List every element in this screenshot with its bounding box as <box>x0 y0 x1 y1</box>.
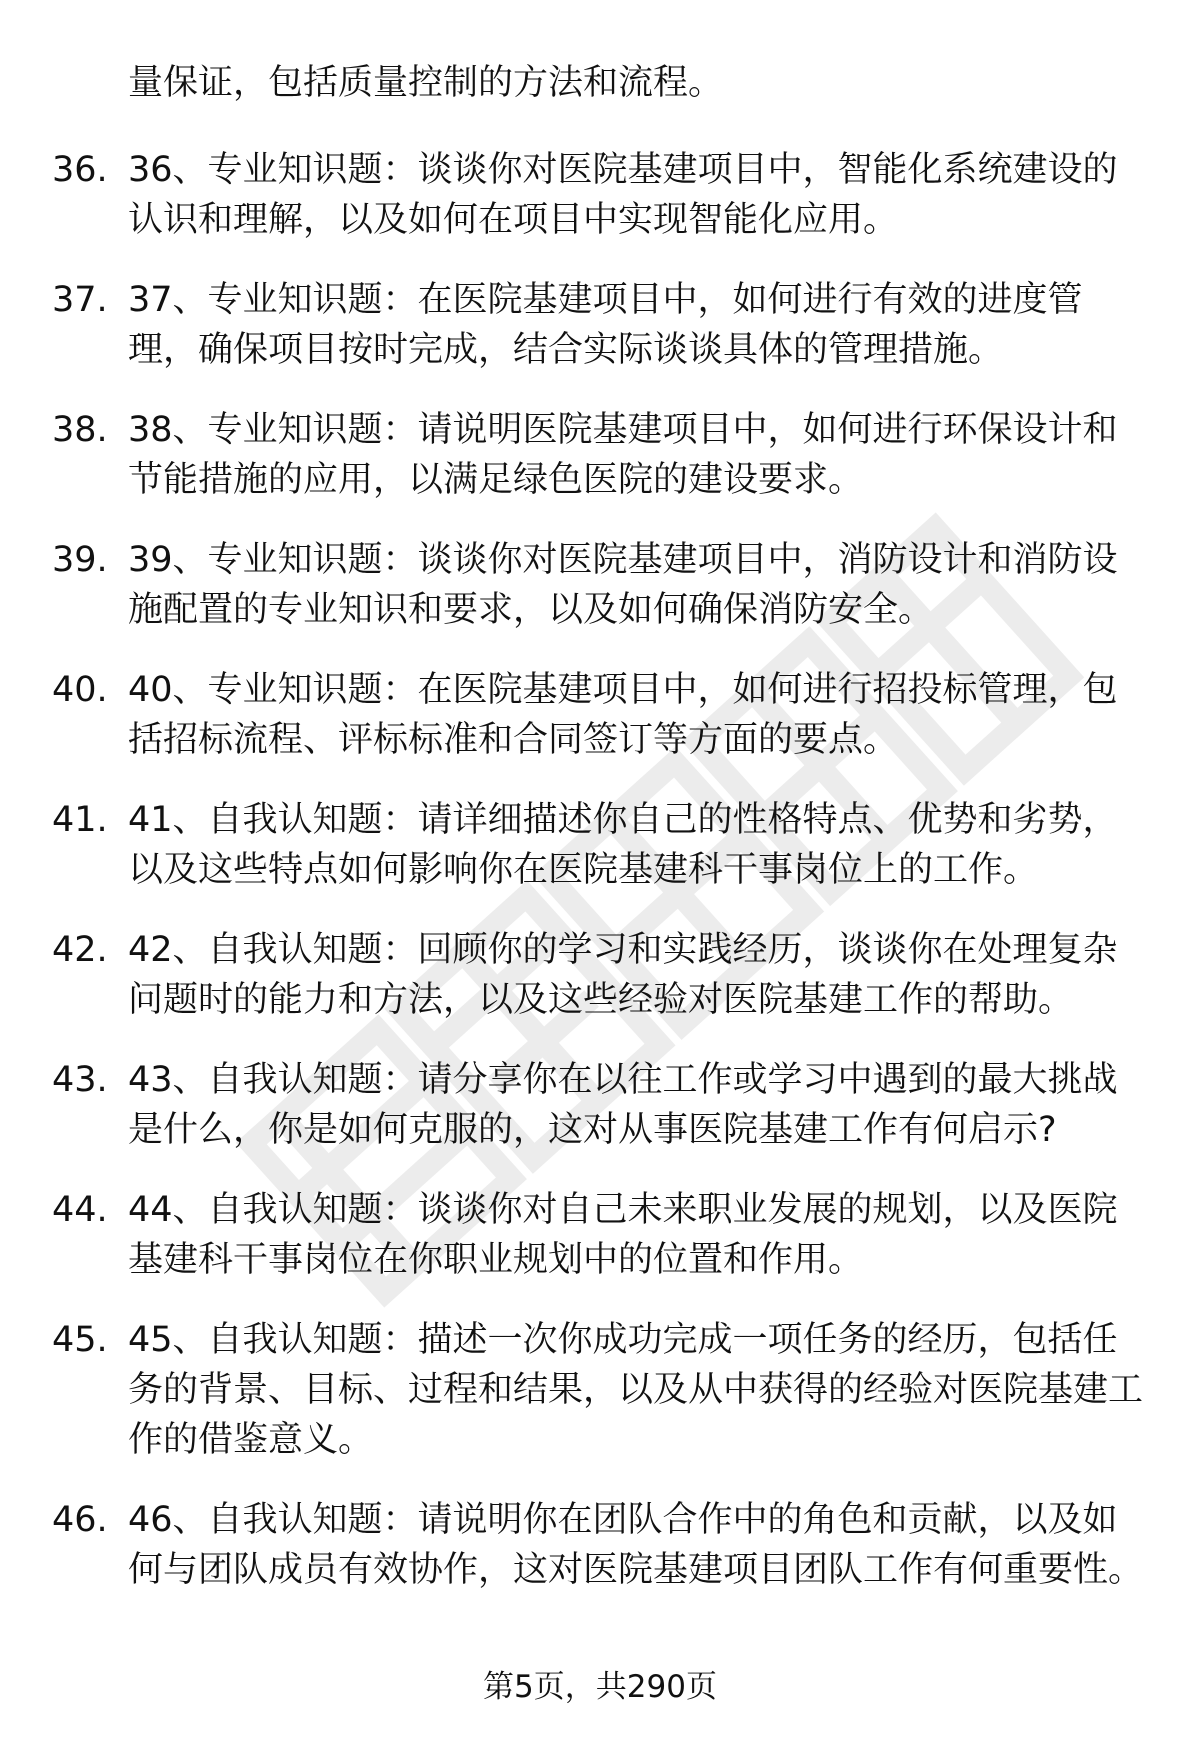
question-number: 38. <box>52 410 108 450</box>
question-text: 39、专业知识题：谈谈你对医院基建项目中，消防设计和消防设施配置的专业知识和要求，以及如何确保消防安全。 <box>128 540 1118 630</box>
question-text: 41、自我认知题：请详细描述你自己的性格特点、优势和劣势，以及这些特点如何影响你在医院基建科干事岗位上的工作。 <box>128 800 1118 890</box>
question-number: 37. <box>52 280 108 320</box>
list-item <box>0 405 1200 535</box>
question-number: 36. <box>52 150 108 190</box>
continued-question-text: 量保证，包括质量控制的方法和流程。 <box>128 63 724 103</box>
question-text: 44、自我认知题：谈谈你对自己未来职业发展的规划，以及医院基建科干事岗位在你职业规划中的位置和作用。 <box>128 1190 1118 1280</box>
question-number: 44. <box>52 1190 108 1230</box>
question-number: 40. <box>52 670 108 710</box>
question-number: 41. <box>52 800 108 840</box>
list-item <box>0 925 1200 1055</box>
list-item <box>0 1315 1200 1495</box>
question-text: 40、专业知识题：在医院基建项目中，如何进行招投标管理，包括招标流程、评标标准和合同签订等方面的要点。 <box>128 670 1118 760</box>
question-text: 43、自我认知题：请分享你在以往工作或学习中遇到的最大挑战是什么，你是如何克服的，这对从事医院基建工作有何启示? <box>128 1060 1118 1150</box>
list-item <box>0 1185 1200 1315</box>
question-text: 36、专业知识题：谈谈你对医院基建项目中，智能化系统建设的认识和理解，以及如何在项目中实现智能化应用。 <box>128 150 1118 240</box>
question-text: 38、专业知识题：请说明医院基建项目中，如何进行环保设计和节能措施的应用，以满足绿色医院的建设要求。 <box>128 410 1118 500</box>
list-item <box>0 535 1200 665</box>
page-footer: 第5页，共290页 <box>483 1669 717 1705</box>
list-item <box>0 795 1200 925</box>
question-text: 42、自我认知题：回顾你的学习和实践经历，谈谈你在处理复杂问题时的能力和方法，以及这些经验对医院基建工作的帮助。 <box>128 930 1118 1020</box>
list-item <box>0 145 1200 275</box>
question-text: 46、自我认知题：请说明你在团队合作中的角色和贡献，以及如何与团队成员有效协作，这对医院基建项目团队工作有何重要性。 <box>128 1500 1144 1590</box>
question-text: 37、专业知识题：在医院基建项目中，如何进行有效的进度管理，确保项目按时完成，结合实际谈谈具体的管理措施。 <box>128 280 1083 370</box>
question-list <box>0 145 1200 1675</box>
question-number: 42. <box>52 930 108 970</box>
question-text: 45、自我认知题：描述一次你成功完成一项任务的经历，包括任务的背景、目标、过程和结果，以及从中获得的经验对医院基建工作的借鉴意义。 <box>128 1320 1144 1460</box>
question-number: 45. <box>52 1320 108 1360</box>
list-item <box>0 1055 1200 1185</box>
question-number: 43. <box>52 1060 108 1100</box>
list-item <box>0 275 1200 405</box>
list-item <box>0 665 1200 795</box>
list-item <box>0 1495 1200 1675</box>
question-number: 39. <box>52 540 108 580</box>
question-number: 46. <box>52 1500 108 1540</box>
